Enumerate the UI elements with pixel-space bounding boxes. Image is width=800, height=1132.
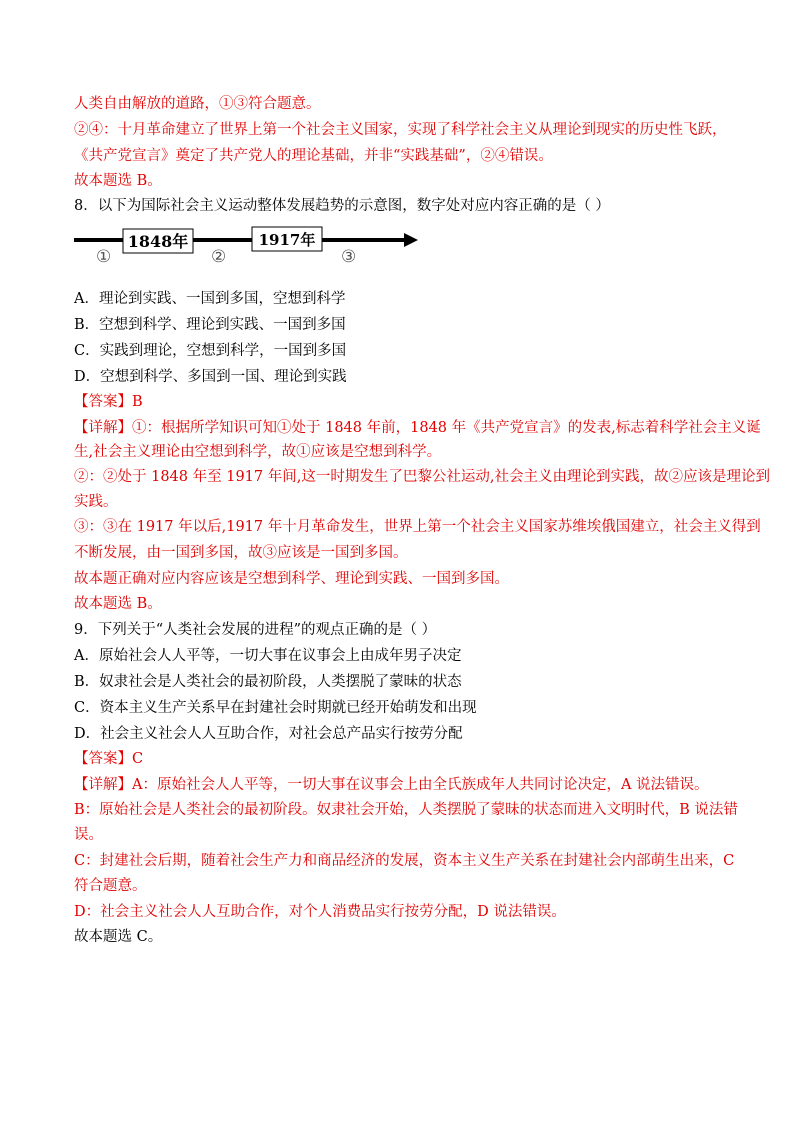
question-9-option-c: C．资本主义生产关系早在封建社会时期就已经开始萌发和出现 xyxy=(74,700,477,716)
question-9-detail-line-3: 误。 xyxy=(74,827,103,843)
question-8-detail-line-3: ②：②处于 1848 年至 1917 年间,这一时期发生了巴黎公社运动,社会主义由理论到实践，故②应该是理论到 xyxy=(74,469,770,485)
question-9-detail-line-1: 【详解】A：原始社会人人平等，一切大事在议事会上由全氏族成年人共同讨论决定，A 说法错误。 xyxy=(74,777,709,793)
question-8-conclusion: 故本题选 B。 xyxy=(74,596,162,612)
question-8-stem: 8．以下为国际社会主义运动整体发展趋势的示意图，数字处对应内容正确的是（ ） xyxy=(74,198,610,214)
question-9-option-d: D．社会主义社会人人互助合作，对社会总产品实行按劳分配 xyxy=(74,726,463,742)
timeline-box-1848-label: 1848年 xyxy=(127,232,189,251)
question-8-answer: 【答案】B xyxy=(74,394,143,410)
question-9-option-b: B．奴隶社会是人类社会的最初阶段，人类摆脱了蒙昧的状态 xyxy=(74,674,462,690)
question-9-detail-line-2: B：原始社会是人类社会的最初阶段。奴隶社会开始，人类摆脱了蒙昧的状态而进入文明时代，B 说法错 xyxy=(74,802,738,818)
question-8-option-a: A．理论到实践、一国到多国，空想到科学 xyxy=(74,291,346,307)
question-9-conclusion: 故本题选 C。 xyxy=(74,929,163,945)
question-9-detail-line-4: C：封建社会后期，随着社会生产力和商品经济的发展，资本主义生产关系在封建社会内部萌生出来，C xyxy=(74,853,735,869)
question-8-detail-line-6: 不断发展，由一国到多国，故③应该是一国到多国。 xyxy=(74,545,408,561)
question-8-detail-line-1: 【详解】①：根据所学知识可知①处于 1848 年前，1848 年《共产党宣言》的发表,标志着科学社会主义诞 xyxy=(74,420,761,436)
question-9-detail-line-5: 符合题意。 xyxy=(74,878,147,894)
question-8-option-b: B．空想到科学、理论到实践、一国到多国 xyxy=(74,317,346,333)
question-9-answer: 【答案】C xyxy=(74,751,144,767)
timeline-arrowhead xyxy=(404,233,418,247)
question-8-detail-line-7: 故本题正确对应内容应该是空想到科学、理论到实践、一国到多国。 xyxy=(74,571,509,587)
question-8-option-d: D．空想到科学、多国到一国、理论到实践 xyxy=(74,369,347,385)
question-8-detail-line-5: ③：③在 1917 年以后,1917 年十月革命发生，世界上第一个社会主义国家苏维埃俄国建立，社会主义得到 xyxy=(74,519,761,535)
prev-explanation-line-3: 《共产党宣言》奠定了共产党人的理论基础，并非“实践基础”，②④错误。 xyxy=(74,148,553,164)
question-8-detail-line-4: 实践。 xyxy=(74,494,118,510)
timeline-marker-1: ① xyxy=(96,247,112,267)
question-9-detail-line-6: D：社会主义社会人人互助合作，对个人消费品实行按劳分配，D 说法错误。 xyxy=(74,904,566,920)
prev-explanation-line-2: ②④：十月革命建立了世界上第一个社会主义国家，实现了科学社会主义从理论到现实的历史性飞跃， xyxy=(74,122,727,138)
timeline-marker-3: ③ xyxy=(341,247,357,267)
prev-explanation-line-1: 人类自由解放的道路，①③符合题意。 xyxy=(74,96,321,112)
prev-conclusion: 故本题选 B。 xyxy=(74,173,162,189)
question-9-stem: 9．下列关于“人类社会发展的进程”的观点正确的是（ ） xyxy=(74,622,437,638)
question-8-detail-line-2: 生,社会主义理论由空想到科学，故①应该是空想到科学。 xyxy=(74,444,442,460)
timeline-marker-2: ② xyxy=(211,247,227,267)
timeline-diagram xyxy=(74,226,424,266)
timeline-box-1917-label: 1917年 xyxy=(258,231,316,249)
question-8-option-c: C．实践到理论，空想到科学，一国到多国 xyxy=(74,343,347,359)
question-9-option-a: A．原始社会人人平等，一切大事在议事会上由成年男子决定 xyxy=(74,648,462,664)
